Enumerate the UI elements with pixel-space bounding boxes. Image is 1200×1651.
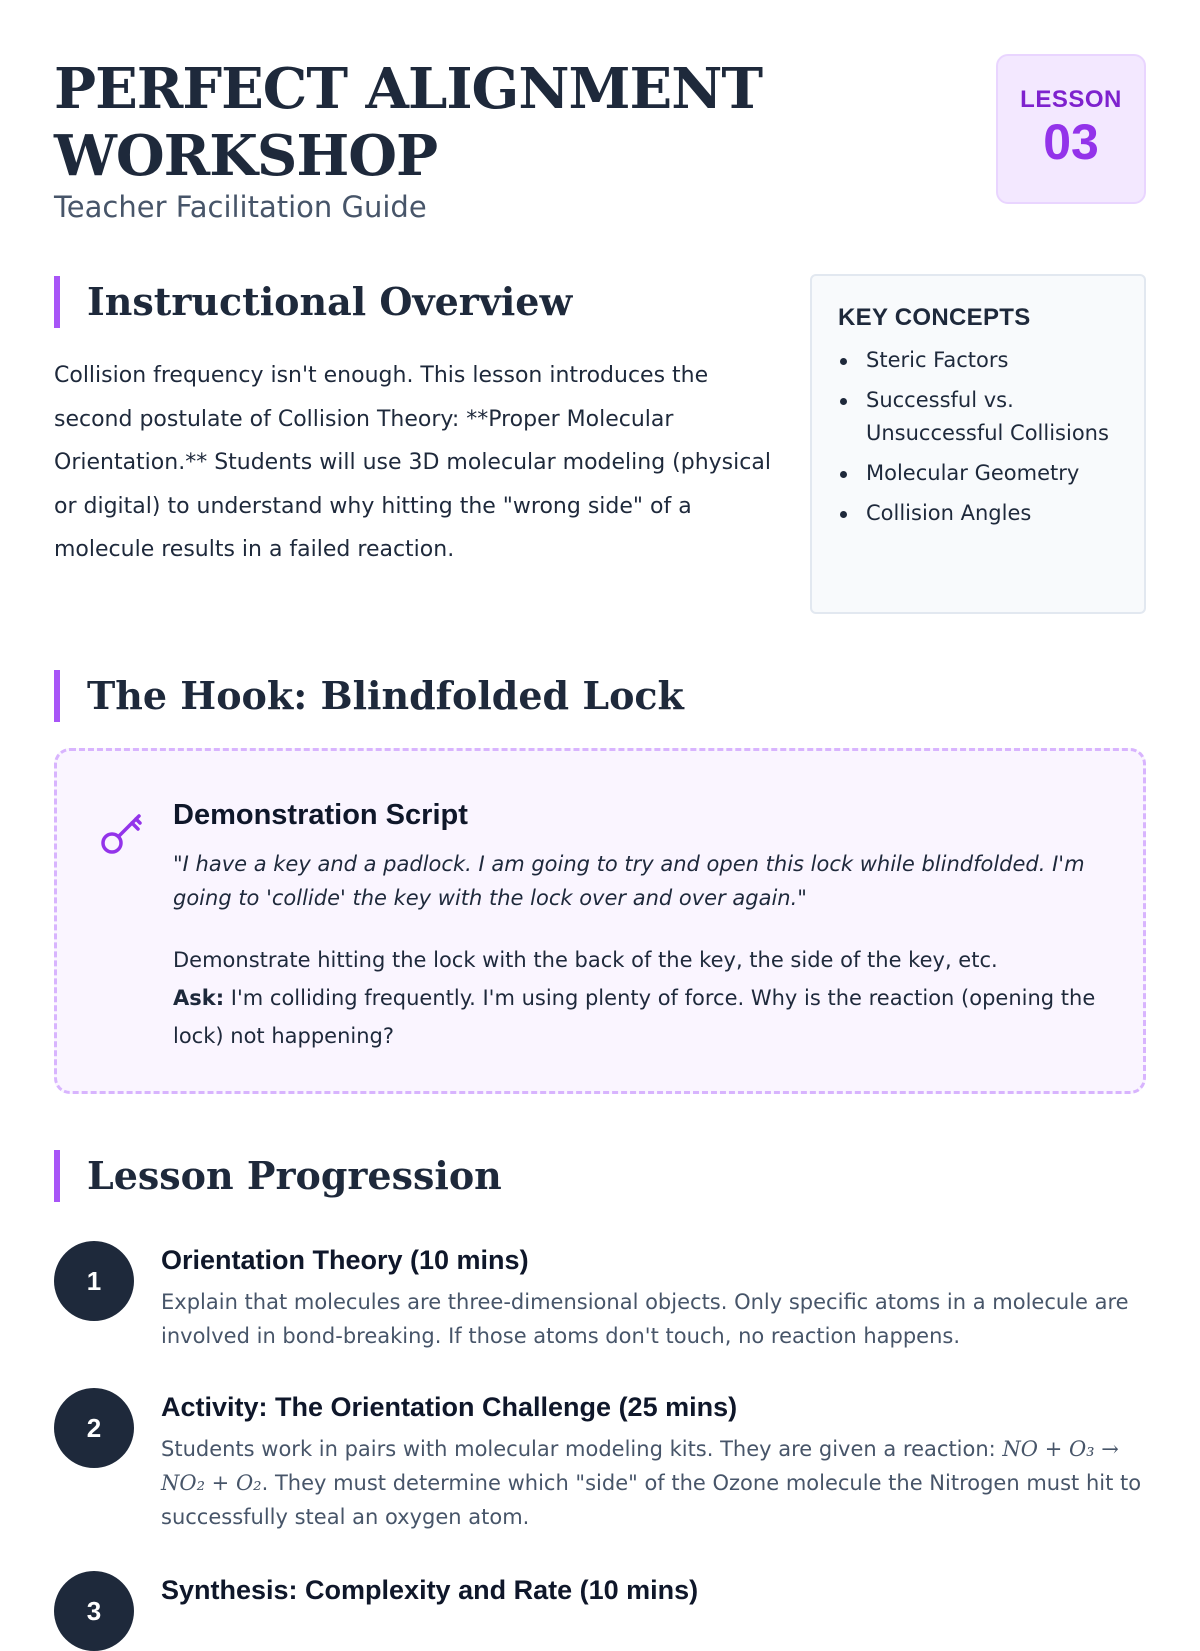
step-title: Orientation Theory (10 mins) [161, 1245, 529, 1275]
ask-label: Ask: [173, 986, 225, 1010]
demo-text: Demonstrate hitting the lock with the back of the key, the side of the key, etc. [173, 948, 998, 972]
step-number-badge: 1 [54, 1241, 134, 1321]
lesson-guide-page [54, 0, 1146, 1626]
key-concept-item: Collision Angles [838, 497, 1118, 530]
overview-text: Collision frequency isn't enough. This lesson introduces the second postulate of Collision Theory: **Proper Molecular Orientation.** Students will use 3D molecular modeling (physical or digital) to understand why hitting the "wrong side" of a molecule results in a failed reaction. [54, 363, 771, 562]
lesson-label: LESSON [1020, 86, 1122, 113]
step-description [161, 1432, 1146, 1534]
script-quote: "I have a key and a padlock. I am going to try and open this lock while blindfolded. I'm going to 'collide' the key with the lock over and over again." [173, 852, 1085, 910]
page-title: PERFECT ALIGNMENT WORKSHOP [54, 56, 763, 189]
key-concepts-box [810, 274, 1146, 614]
demo-instructions [173, 941, 1113, 1055]
step-description-end: . They must determine which "side" of the Ozone molecule the Nitrogen must hit to successfully steal an oxygen atom. [161, 1471, 1142, 1529]
step-title: Activity: The Orientation Challenge (25 mins) [161, 1392, 738, 1422]
key-concepts-list [838, 344, 1118, 530]
lesson-number: 03 [1043, 114, 1099, 170]
overview-heading: Instructional Overview [54, 276, 572, 328]
key-concept-item: Steric Factors [838, 344, 1118, 377]
lesson-badge [996, 54, 1146, 204]
key-concept-item: Successful vs. Unsuccessful Collisions [838, 384, 1118, 450]
page-subtitle: Teacher Facilitation Guide [54, 190, 427, 224]
script-title: Demonstration Script [173, 799, 468, 831]
step-title: Synthesis: Complexity and Rate (10 mins) [161, 1575, 699, 1605]
ask-text: I'm colliding frequently. I'm using plenty of force. Why is the reaction (opening the lock) not happening? [173, 986, 1096, 1048]
key-icon [99, 809, 147, 857]
step-description: Explain that molecules are three-dimensional objects. Only specific atoms in a molecule are involved in bond-breaking. If those atoms don't touch, no reaction happens. [161, 1290, 1129, 1348]
reaction-equation: NO + O₃ → NO₂ + O₂ [161, 1437, 1119, 1495]
hook-heading: The Hook: Blindfolded Lock [54, 670, 684, 722]
step-number-badge: 2 [54, 1388, 134, 1468]
step-description-start: Students work in pairs with molecular modeling kits. They are given a reaction: [161, 1437, 1003, 1461]
progression-heading: Lesson Progression [54, 1150, 502, 1202]
key-concepts-heading: KEY CONCEPTS [838, 304, 1031, 331]
demonstration-box [54, 748, 1146, 1094]
step-number-badge: 3 [54, 1571, 134, 1651]
key-concept-item: Molecular Geometry [838, 457, 1118, 490]
